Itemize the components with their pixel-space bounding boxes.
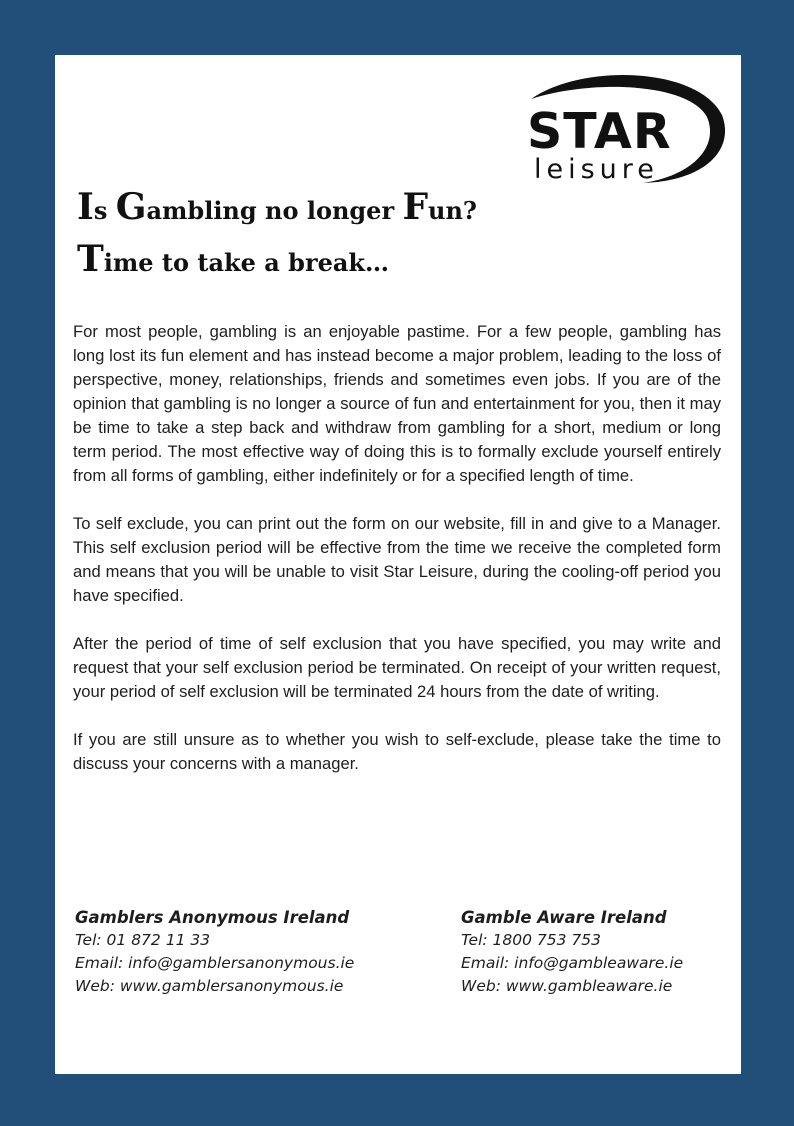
star-leisure-logo <box>523 71 731 189</box>
contact-tel: Tel: 01 872 11 33 <box>75 931 211 949</box>
contact-gamble-aware <box>461 906 683 998</box>
contact-org-name: Gamblers Anonymous Ireland <box>75 908 350 927</box>
headline-take-a-break: Time to take a break… <box>77 238 390 280</box>
logo-leisure-text: leisure <box>534 154 659 185</box>
contact-web: Web: www.gambleaware.ie <box>461 977 673 995</box>
contact-org-name: Gamble Aware Ireland <box>461 908 667 927</box>
paragraph-unsure: If you are still unsure as to whether you wish to self-exclude, please take the time to discuss your concerns with a manager. <box>73 730 721 773</box>
paragraph-intro: For most people, gambling is an enjoyable pastime. For a few people, gambling has long lost its fun element and has instead become a major problem, leading to the loss of perspective, money, relationships, friends and sometimes even jobs. If you are of the opinion that gambling is no longer a source of fun and entertainment for you, then it may be time to take a step back and withdraw from gambling for a short, medium or long term period. The most effective way of doing this is to formally exclude yourself entirely from all forms of gambling, either indefinitely or for a specified length of time. <box>73 322 721 485</box>
document-page <box>55 55 741 1074</box>
body-text <box>73 320 721 800</box>
paragraph-termination: After the period of time of self exclusion that you have specified, you may write and request that your self exclusion period be terminated. On receipt of your written request, your period of self exclusion will be terminated 24 hours from the date of writing. <box>73 634 721 701</box>
logo-star-text: STAR <box>527 103 672 160</box>
contact-email: Email: info@gambleaware.ie <box>461 954 684 972</box>
contact-email: Email: info@gamblersanonymous.ie <box>75 954 355 972</box>
contact-gamblers-anonymous <box>75 906 354 998</box>
contact-tel: Tel: 1800 753 753 <box>461 931 602 949</box>
contact-web: Web: www.gamblersanonymous.ie <box>75 977 344 995</box>
paragraph-how-to-self-exclude: To self exclude, you can print out the form on our website, fill in and give to a Manager. This self exclusion period will be effective from the time we receive the completed form and means that you will be unable to visit Star Leisure, during the cooling-off period you have specified. <box>73 514 721 605</box>
headline-question: Is Gambling no longer Fun? <box>77 186 477 228</box>
